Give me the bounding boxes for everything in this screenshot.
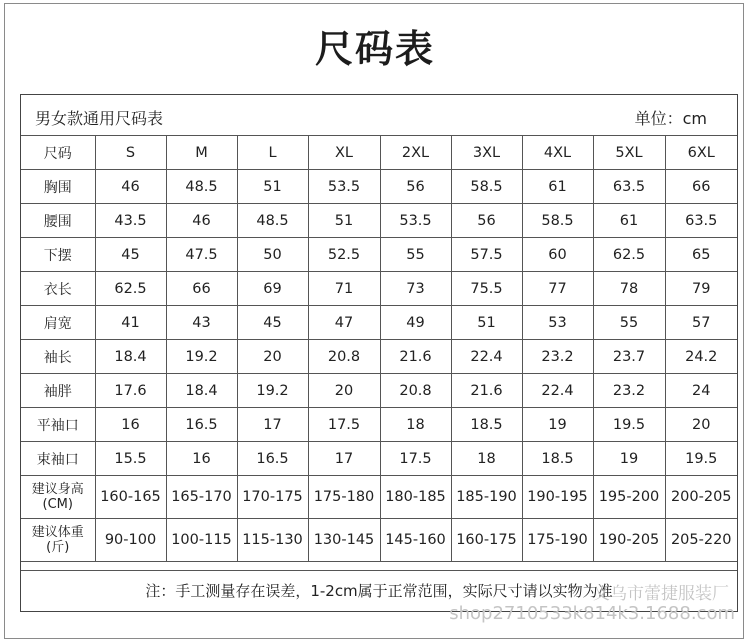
table-cell: 16 xyxy=(166,442,237,476)
row-label: 建议体重 (斤) xyxy=(21,519,95,562)
table-cell: 45 xyxy=(237,306,308,340)
size-chart xyxy=(20,94,738,612)
table-cell: 20 xyxy=(237,340,308,374)
table-cell: XL xyxy=(308,136,380,170)
table-row xyxy=(21,476,737,519)
table-row xyxy=(21,408,737,442)
table-cell: 47 xyxy=(308,306,380,340)
table-cell: 17.6 xyxy=(95,374,166,408)
table-cell: 5XL xyxy=(593,136,665,170)
table-cell: 56 xyxy=(380,170,451,204)
table-cell: 160-165 xyxy=(95,476,166,519)
table-cell: 49 xyxy=(380,306,451,340)
table-cell: 22.4 xyxy=(522,374,593,408)
watermark-url: shop2710533k814k3.1688.com xyxy=(449,603,735,624)
table-cell: 18 xyxy=(380,408,451,442)
table-cell: 55 xyxy=(380,238,451,272)
table-cell: 19.5 xyxy=(593,408,665,442)
table-cell: 18.4 xyxy=(95,340,166,374)
table-cell: 19.2 xyxy=(166,340,237,374)
table-cell: 90-100 xyxy=(95,519,166,562)
table-cell: 18.4 xyxy=(166,374,237,408)
table-cell: 160-175 xyxy=(451,519,522,562)
table-cell: 65 xyxy=(665,238,737,272)
table-cell: 190-195 xyxy=(522,476,593,519)
table-row xyxy=(21,136,737,170)
table-cell: S xyxy=(95,136,166,170)
table-cell: 71 xyxy=(308,272,380,306)
row-label: 腰围 xyxy=(21,204,95,238)
table-cell: 46 xyxy=(166,204,237,238)
row-label: 衣长 xyxy=(21,272,95,306)
table-cell: 23.7 xyxy=(593,340,665,374)
table-cell: 190-205 xyxy=(593,519,665,562)
table-row xyxy=(21,340,737,374)
table-cell: 165-170 xyxy=(166,476,237,519)
table-cell: 53 xyxy=(522,306,593,340)
table-cell: 24 xyxy=(665,374,737,408)
measurement-note: 注：手工测量存在误差，1-2cm属于正常范围，实际尺寸请以实物为准 xyxy=(21,570,737,611)
table-cell: 170-175 xyxy=(237,476,308,519)
table-cell: 58.5 xyxy=(451,170,522,204)
table-cell: 22.4 xyxy=(451,340,522,374)
table-cell: 195-200 xyxy=(593,476,665,519)
table-cell: 17 xyxy=(308,442,380,476)
table-cell: 20.8 xyxy=(308,340,380,374)
table-cell: 2XL xyxy=(380,136,451,170)
table-cell: 43.5 xyxy=(95,204,166,238)
table-cell: 78 xyxy=(593,272,665,306)
row-label: 平袖口 xyxy=(21,408,95,442)
table-cell: 185-190 xyxy=(451,476,522,519)
table-cell: 100-115 xyxy=(166,519,237,562)
table-cell: 79 xyxy=(665,272,737,306)
table-cell: L xyxy=(237,136,308,170)
table-cell: 175-180 xyxy=(308,476,380,519)
row-label: 袖长 xyxy=(21,340,95,374)
table-cell: 18 xyxy=(451,442,522,476)
page-frame xyxy=(4,3,744,639)
table-cell: 73 xyxy=(380,272,451,306)
table-cell: 51 xyxy=(451,306,522,340)
table-cell: 145-160 xyxy=(380,519,451,562)
table-cell: 63.5 xyxy=(665,204,737,238)
table-cell: 21.6 xyxy=(451,374,522,408)
table-cell: 41 xyxy=(95,306,166,340)
table-cell: 19 xyxy=(522,408,593,442)
table-cell: 63.5 xyxy=(593,170,665,204)
page-title: 尺码表 xyxy=(314,27,435,71)
table-cell: 60 xyxy=(522,238,593,272)
table-cell: 62.5 xyxy=(593,238,665,272)
table-cell: 20 xyxy=(308,374,380,408)
table-cell: 19.2 xyxy=(237,374,308,408)
table-cell: 20 xyxy=(665,408,737,442)
table-cell: 51 xyxy=(237,170,308,204)
table-cell: 16 xyxy=(95,408,166,442)
table-cell: 3XL xyxy=(451,136,522,170)
table-cell: 23.2 xyxy=(593,374,665,408)
row-label: 袖胖 xyxy=(21,374,95,408)
row-label: 束袖口 xyxy=(21,442,95,476)
table-cell: 115-130 xyxy=(237,519,308,562)
table-cell: 19.5 xyxy=(665,442,737,476)
table-cell: 23.2 xyxy=(522,340,593,374)
table-cell: 19 xyxy=(593,442,665,476)
table-cell: 57 xyxy=(665,306,737,340)
table-cell: 24.2 xyxy=(665,340,737,374)
table-cell: 53.5 xyxy=(308,170,380,204)
table-cell: 55 xyxy=(593,306,665,340)
table-row xyxy=(21,204,737,238)
table-cell: 48.5 xyxy=(237,204,308,238)
table-cell: 48.5 xyxy=(166,170,237,204)
table-cell: 16.5 xyxy=(166,408,237,442)
table-cell: 75.5 xyxy=(451,272,522,306)
table-cell: 20.8 xyxy=(380,374,451,408)
table-cell: 205-220 xyxy=(665,519,737,562)
chart-header xyxy=(21,95,737,136)
table-cell: 17 xyxy=(237,408,308,442)
table-row xyxy=(21,306,737,340)
table-cell: 130-145 xyxy=(308,519,380,562)
row-label: 建议身高 (CM) xyxy=(21,476,95,519)
table-cell: 47.5 xyxy=(166,238,237,272)
row-label: 肩宽 xyxy=(21,306,95,340)
table-cell: 16.5 xyxy=(237,442,308,476)
table-cell: 46 xyxy=(95,170,166,204)
table-cell: 18.5 xyxy=(522,442,593,476)
table-cell: 17.5 xyxy=(308,408,380,442)
table-cell: 4XL xyxy=(522,136,593,170)
table-cell: 66 xyxy=(665,170,737,204)
table-cell: 18.5 xyxy=(451,408,522,442)
table-cell: 50 xyxy=(237,238,308,272)
table-cell: 17.5 xyxy=(380,442,451,476)
table-row xyxy=(21,170,737,204)
row-label: 尺码 xyxy=(21,136,95,170)
table-cell: 6XL xyxy=(665,136,737,170)
table-cell: 66 xyxy=(166,272,237,306)
table-cell: 200-205 xyxy=(665,476,737,519)
table-cell: 51 xyxy=(308,204,380,238)
table-row xyxy=(21,442,737,476)
table-cell: 61 xyxy=(522,170,593,204)
table-row xyxy=(21,238,737,272)
table-cell: M xyxy=(166,136,237,170)
table-cell: 62.5 xyxy=(95,272,166,306)
table-cell: 43 xyxy=(166,306,237,340)
table-cell: 15.5 xyxy=(95,442,166,476)
table-row xyxy=(21,374,737,408)
watermark-shop-name: 义乌市蕾捷服装厂 xyxy=(593,584,729,604)
table-row xyxy=(21,519,737,562)
size-table xyxy=(21,136,737,562)
table-cell: 175-190 xyxy=(522,519,593,562)
table-cell: 21.6 xyxy=(380,340,451,374)
table-cell: 56 xyxy=(451,204,522,238)
table-row xyxy=(21,272,737,306)
row-label: 下摆 xyxy=(21,238,95,272)
unit-label: 单位：cm xyxy=(634,109,707,128)
table-cell: 57.5 xyxy=(451,238,522,272)
table-cell: 58.5 xyxy=(522,204,593,238)
table-cell: 61 xyxy=(593,204,665,238)
table-cell: 45 xyxy=(95,238,166,272)
row-label: 胸围 xyxy=(21,170,95,204)
table-cell: 52.5 xyxy=(308,238,380,272)
table-cell: 53.5 xyxy=(380,204,451,238)
table-cell: 77 xyxy=(522,272,593,306)
table-cell: 69 xyxy=(237,272,308,306)
chart-subtitle: 男女款通用尺码表 xyxy=(35,109,164,128)
table-cell: 180-185 xyxy=(380,476,451,519)
